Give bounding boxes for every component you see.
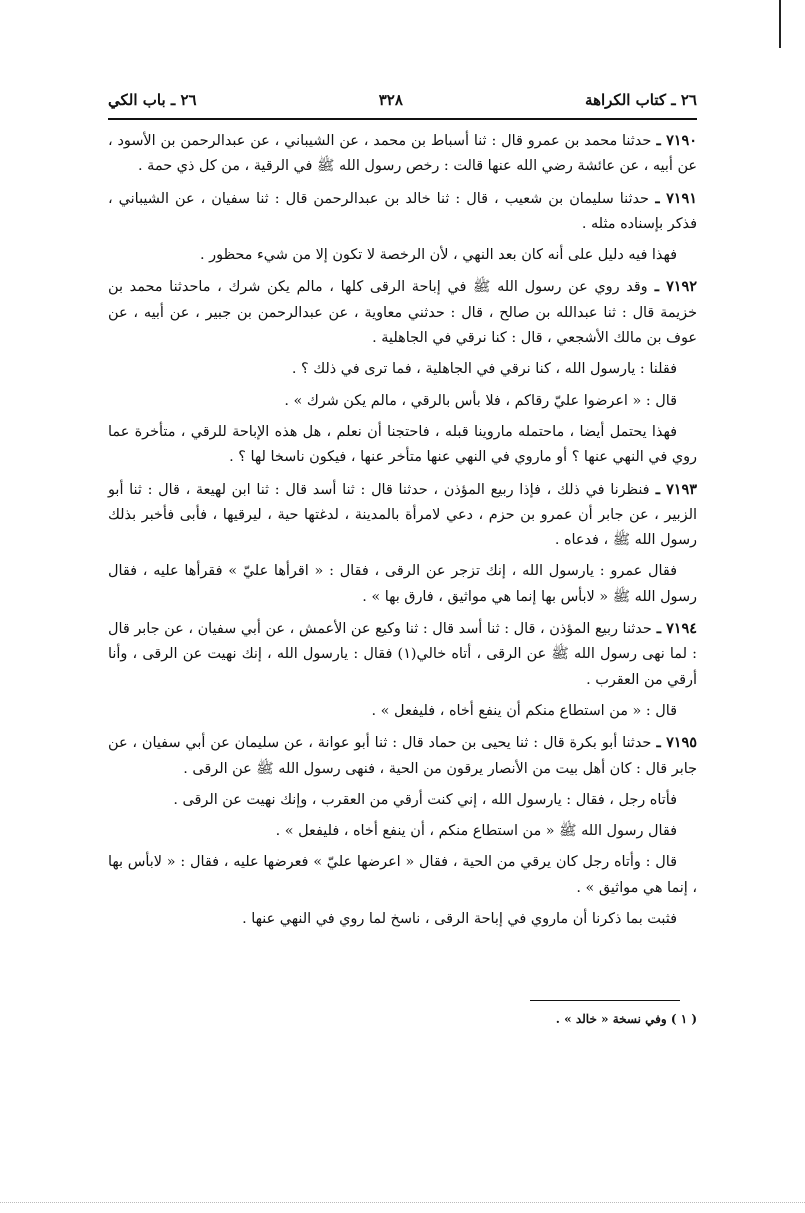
paragraph-text: فهذا يحتمل أيضا ، ماحتمله ماروينا قبله ، فاحتجنا أن نعلم ، هل هذه الإباحة للرقي ، متأخرة عما روي في النهي عنها ؟ أو ماروي في النهي عنها متأخر عنها ، فيكون ناسخا لها ؟ . — [108, 423, 697, 466]
paragraph-text: قال : « اعرضوا عليّ رقاكم ، فلا بأس بالرقي ، مالم يكن شرك » . — [284, 392, 677, 409]
hadith-number: ٧١٩٤ ـ — [651, 620, 697, 638]
hadith-number: ٧١٩١ ـ — [648, 189, 697, 207]
commentary-paragraph — [108, 420, 697, 471]
hadith-paragraph — [108, 477, 697, 554]
scan-edge-mark — [779, 0, 781, 48]
hadith-number: ٧١٩٥ ـ — [651, 734, 697, 752]
page-number: ٣٢٨ — [378, 91, 403, 109]
header-divider — [108, 118, 697, 120]
paragraph-text: فثبت بما ذكرنا أن ماروي في إباحة الرقى ، ناسخ لما روي في النهي عنها . — [242, 911, 677, 928]
paragraph-text: حدثنا ربيع المؤذن ، قال : ثنا أسد قال : ثنا وكيع عن الأعمش ، عن أبي سفيان ، عن جابر قال : لما نهى رسول الله ﷺ عن الرقى ، أتاه خالي(١) فقال : يارسول الله ، إنك نهيت عن الرقى ، وأنا أرقي من العقرب . — [108, 621, 697, 688]
hadith-number: ٧١٩٢ ـ — [647, 278, 697, 296]
paragraph-text: حدثنا سليمان بن شعيب ، قال : ثنا خالد بن عبدالرحمن قال : ثنا سفيان ، عن الشيباني ، فذكر بإسناده مثله . — [108, 190, 697, 232]
commentary-paragraph — [108, 559, 697, 610]
paragraph-text: فقال رسول الله ﷺ « من استطاع منكم ، أن ينفع أخاه ، فليفعل » . — [275, 823, 677, 840]
hadith-paragraph — [108, 274, 697, 351]
paragraph-text: فنظرنا في ذلك ، فإذا ربيع المؤذن ، حدثنا قال : ثنا أسد قال : ثنا ابن لهيعة ، قال : ثنا أبو الزبير ، عن جابر أن عمرو بن حزم ، دعي لامرأة بالمدينة ، لدغتها حية ، ليرقيها ، فأبى فأخبر بذلك رسول الله ﷺ ، فدعاه . — [108, 481, 697, 549]
commentary-paragraph — [108, 699, 697, 724]
paragraph-text: قال : « من استطاع منكم أن ينفع أخاه ، فليفعل » . — [371, 702, 677, 719]
page-body — [108, 128, 697, 938]
header-chapter: ٢٦ ـ كتاب الكراهة — [585, 91, 697, 109]
commentary-paragraph — [108, 243, 697, 268]
hadith-number: ٧١٩٠ ـ — [651, 132, 697, 149]
paragraph-text: فقال عمرو : يارسول الله ، إنك تزجر عن الرقى ، فقال : « اقرأها عليّ » فقرأها عليه ، فقال رسول الله ﷺ « لابأس بها إنما هي مواثيق ، فارق بها » . — [108, 563, 697, 605]
commentary-paragraph — [108, 357, 697, 382]
paragraph-text: فأتاه رجل ، فقال : يارسول الله ، إني كنت أرقي من العقرب ، وإنك نهيت عن الرقى . — [173, 791, 677, 808]
commentary-paragraph — [108, 788, 697, 813]
paragraph-text: حدثنا محمد بن عمرو قال : ثنا أسباط بن محمد ، عن الشيباني ، عن عبدالرحمن بن الأسود ، عن أبيه ، عن عائشة رضي الله عنها قالت : رخص رسول الله ﷺ في الرقية ، من كل ذي حمة . — [108, 133, 697, 175]
scan-bottom-edge — [0, 1202, 805, 1213]
paragraph-text: فقلنا : يارسول الله ، كنا نرقي في الجاهلية ، فما ترى في ذلك ؟ . — [291, 361, 677, 378]
paragraph-text: وقد روي عن رسول الله ﷺ في إباحة الرقى كلها ، مالم يكن شرك ، ماحدثنا محمد بن خزيمة قال : ثنا عبدالله بن صالح ، قال : حدثني معاوية ، عن عبدالرحمن بن جبير ، عن أبيه ، عن عوف بن مالك الأشجعي ، قال : كنا نرقي في الجاهلية . — [108, 279, 697, 347]
hadith-paragraph — [108, 128, 697, 180]
hadith-paragraph — [108, 186, 697, 238]
paragraph-text: قال : وأتاه رجل كان يرقي من الحية ، فقال « اعرضها عليّ » فعرضها عليه ، فقال : « لابأس بها ، إنما هي مواثيق » . — [108, 854, 697, 896]
commentary-paragraph — [108, 389, 697, 414]
page-header — [108, 88, 697, 112]
footnote-divider — [530, 1000, 680, 1001]
commentary-paragraph — [108, 850, 697, 901]
paragraph-text: حدثنا أبو بكرة قال : ثنا يحيى بن حماد قال : ثنا أبو عوانة ، عن سليمان عن أبي سفيان ، عن جابر قال : كان أهل بيت من الأنصار يرقون من الحية ، فنهى رسول الله ﷺ عن الرقى . — [108, 735, 697, 777]
hadith-paragraph — [108, 616, 697, 693]
footnote: ( ١ ) وفي نسخة « خالد » . — [555, 1012, 697, 1026]
hadith-paragraph — [108, 730, 697, 782]
commentary-paragraph — [108, 907, 697, 932]
hadith-number: ٧١٩٣ ـ — [649, 480, 697, 498]
commentary-paragraph — [108, 819, 697, 844]
header-section: ٢٦ ـ باب الكي — [108, 91, 197, 109]
paragraph-text: فهذا فيه دليل على أنه كان بعد النهي ، لأن الرخصة لا تكون إلا من شيء محظور . — [200, 247, 677, 264]
